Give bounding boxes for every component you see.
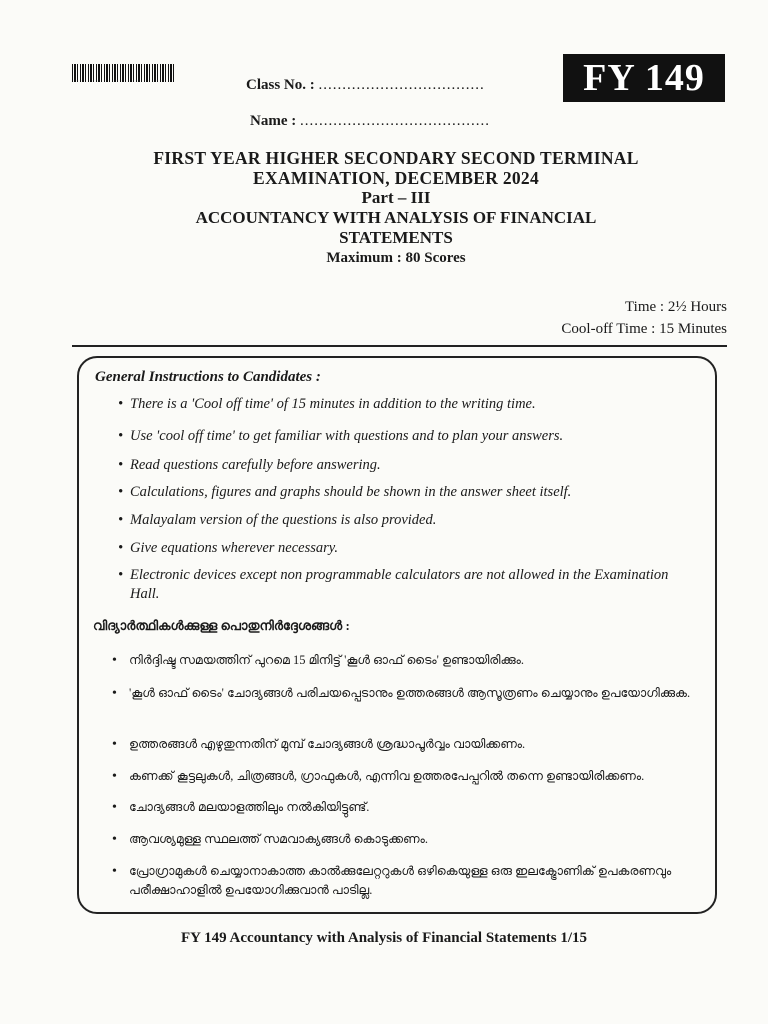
instruction-item: • There is a 'Cool off time' of 15 minutes in addition to the writing time. (118, 396, 536, 412)
subject-title: ACCOUNTANCY WITH ANALYSIS OF FINANCIAL (195, 208, 597, 227)
class-number-field: Class No. : ................................... (246, 77, 485, 93)
exam-heading (60, 148, 732, 268)
instruction-item: • Electronic devices except non programmable calculators are not allowed in the Examination Hall. (118, 567, 669, 602)
page-footer: FY 149 Accountancy with Analysis of Financial Statements 1/15 (180, 930, 588, 946)
malayalam-instruction-item: • 'കൂൾ ഓഫ് ടൈം' ചോദ്യങ്ങൾ പരിചയപ്പെടാനും ഉത്തരങ്ങൾ ആസൂത്രണം ചെയ്യാനും ഉപയോഗിക്കുക. (112, 686, 691, 701)
malayalam-instruction-item: • ആവശ്യമുള്ള സ്ഥലത്ത് സമവാക്യങ്ങൾ കൊടുക്കണം. (112, 832, 428, 847)
instructions-title: General Instructions to Candidates : (95, 369, 321, 385)
malayalam-instruction-item: • പ്രോഗ്രാമുകൾ ചെയ്യാനാകാത്ത കാൽക്കുലേറ്ററുകൾ ഒഴികെയുള്ള ഒരു ഇലക്ട്രോണിക് ഉപകരണവും പരീക്ഷാഹാളിൽ ഉപയോഗിക്കുവാൻ പാടില്ല. (112, 864, 672, 897)
exam-part: Part – III (361, 188, 431, 207)
barcode (72, 64, 176, 82)
instruction-item: • Calculations, figures and graphs should be shown in the answer sheet itself. (118, 484, 572, 500)
instruction-item: • Malayalam version of the questions is also provided. (118, 512, 437, 528)
malayalam-instruction-item: • ഉത്തരങ്ങൾ എഴുതുന്നതിന് മുമ്പ് ചോദ്യങ്ങൾ ശ്രദ്ധാപൂർവ്വം വായിക്കണം. (112, 737, 526, 752)
name-field: Name : ........................................ (250, 113, 490, 129)
divider (72, 345, 727, 347)
instruction-item: • Read questions carefully before answering. (118, 457, 381, 473)
cool-off-time: Cool-off Time : 15 Minutes (561, 321, 727, 337)
exam-code-badge: FY 149 (563, 54, 725, 102)
instruction-item: • Give equations wherever necessary. (118, 540, 339, 556)
malayalam-instructions-title: വിദ്യാർത്ഥികൾക്കുള്ള പൊതുനിർദ്ദേശങ്ങൾ : (93, 618, 350, 633)
maximum-scores: Maximum : 80 Scores (326, 250, 466, 266)
malayalam-instruction-item: • ചോദ്യങ്ങൾ മലയാളത്തിലും നൽകിയിട്ടുണ്ട്. (112, 800, 370, 815)
exam-title-line2: EXAMINATION, DECEMBER 2024 (252, 168, 540, 188)
writing-time: Time : 2½ Hours (625, 299, 727, 315)
malayalam-instruction-item: • നിർദ്ദിഷ്ട സമയത്തിന് പുറമെ 15 മിനിട്ട് 'കൂൾ ഓഫ് ടൈം' ഉണ്ടായിരിക്കും. (112, 653, 525, 668)
malayalam-instruction-item: • കണക്ക് കൂട്ടലുകൾ, ചിത്രങ്ങൾ, ഗ്രാഫുകൾ, എന്നിവ ഉത്തരപേപ്പറിൽ തന്നെ ഉണ്ടായിരിക്കണം. (112, 769, 645, 784)
exam-title-line1: FIRST YEAR HIGHER SECONDARY SECOND TERMINAL (153, 148, 639, 168)
subject-title-cont: STATEMENTS (339, 228, 453, 247)
instruction-item: • Use 'cool off time' to get familiar with questions and to plan your answers. (118, 428, 564, 444)
